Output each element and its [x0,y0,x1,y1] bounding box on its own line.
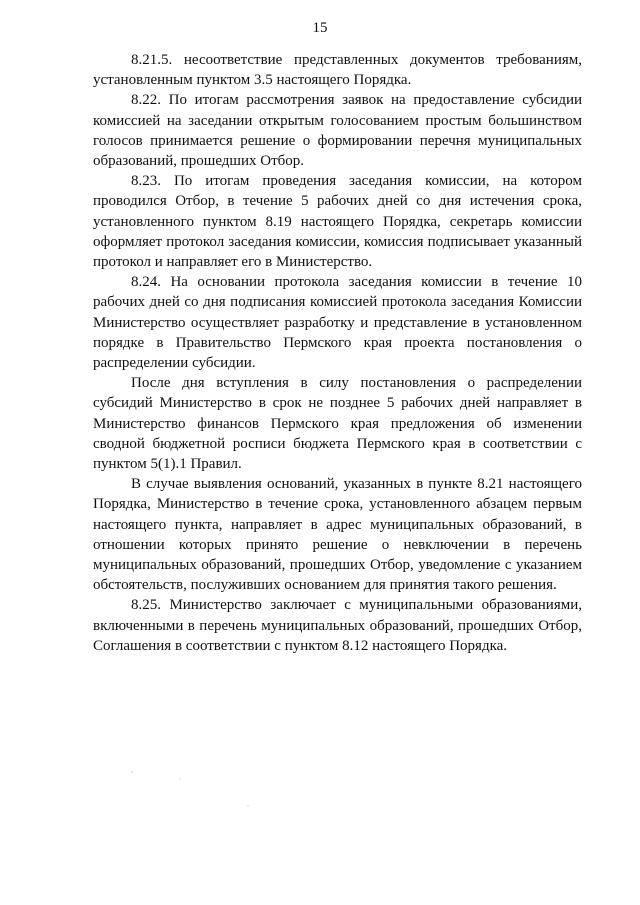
paragraph-8-24: 8.24. На основании протокола заседания комиссии в течение 10 рабочих дней со дня подписания комиссией протокола заседания Комиссии Министерство осуществляет разработку и представление в установленном порядке в Правительство Пермского края проекта постановления о распределении субсидии. [93,274,582,372]
paragraph-after-resolution: После дня вступления в силу постановления о распределении субсидий Министерство в срок не позднее 5 рабочих дней направляет в Министерство финансов Пермского края предложения об изменении сводной бюджетной росписи бюджета Пермского края в соответствии с пунктом 5(1).1 Правил. [93,375,582,473]
paragraph-8-23: 8.23. По итогам проведения заседания комиссии, на котором проводился Отбор, в течение 5 рабочих дней со дня истечения срока, установленного пунктом 8.19 настоящего Порядка, секретарь комиссии оформляет протокол заседания комиссии, комиссия подписывает указанный протокол и направляет его в Министерство. [93,173,582,271]
page-number: 15 [312,20,328,36]
paragraph-8-22: 8.22. По итогам рассмотрения заявок на предоставление субсидии комиссией на заседании открытым голосованием простым большинством голосов принимается решение о формировании перечня муниципальных образований, прошедших Отбор. [93,92,582,170]
paragraph-8-25: 8.25. Министерство заключает с муниципальными образованиями, включенными в перечень муниципальных образований, прошедших Отбор, Соглашения в соответствии с пунктом 8.12 настоящего Порядка. [93,597,582,654]
paragraph-grounds-identified: В случае выявления оснований, указанных в пункте 8.21 настоящего Порядка, Министерство в течение срока, установленного абзацем первым настоящего пункта, направляет в адрес муниципальных образований, в отношении которых принято решение о невключении в перечень муниципальных образований, прошедших Отбор, уведомление с указанием обстоятельств, послуживших основанием для принятия такого решения. [93,476,582,594]
scan-speck [179,778,180,779]
scan-speck [131,771,132,772]
document-body [93,50,582,656]
paragraph-8-21-5: 8.21.5. несоответствие представленных документов требованиям, установленным пунктом 3.5 настоящего Порядка. [93,52,582,89]
scan-speck [247,805,248,806]
